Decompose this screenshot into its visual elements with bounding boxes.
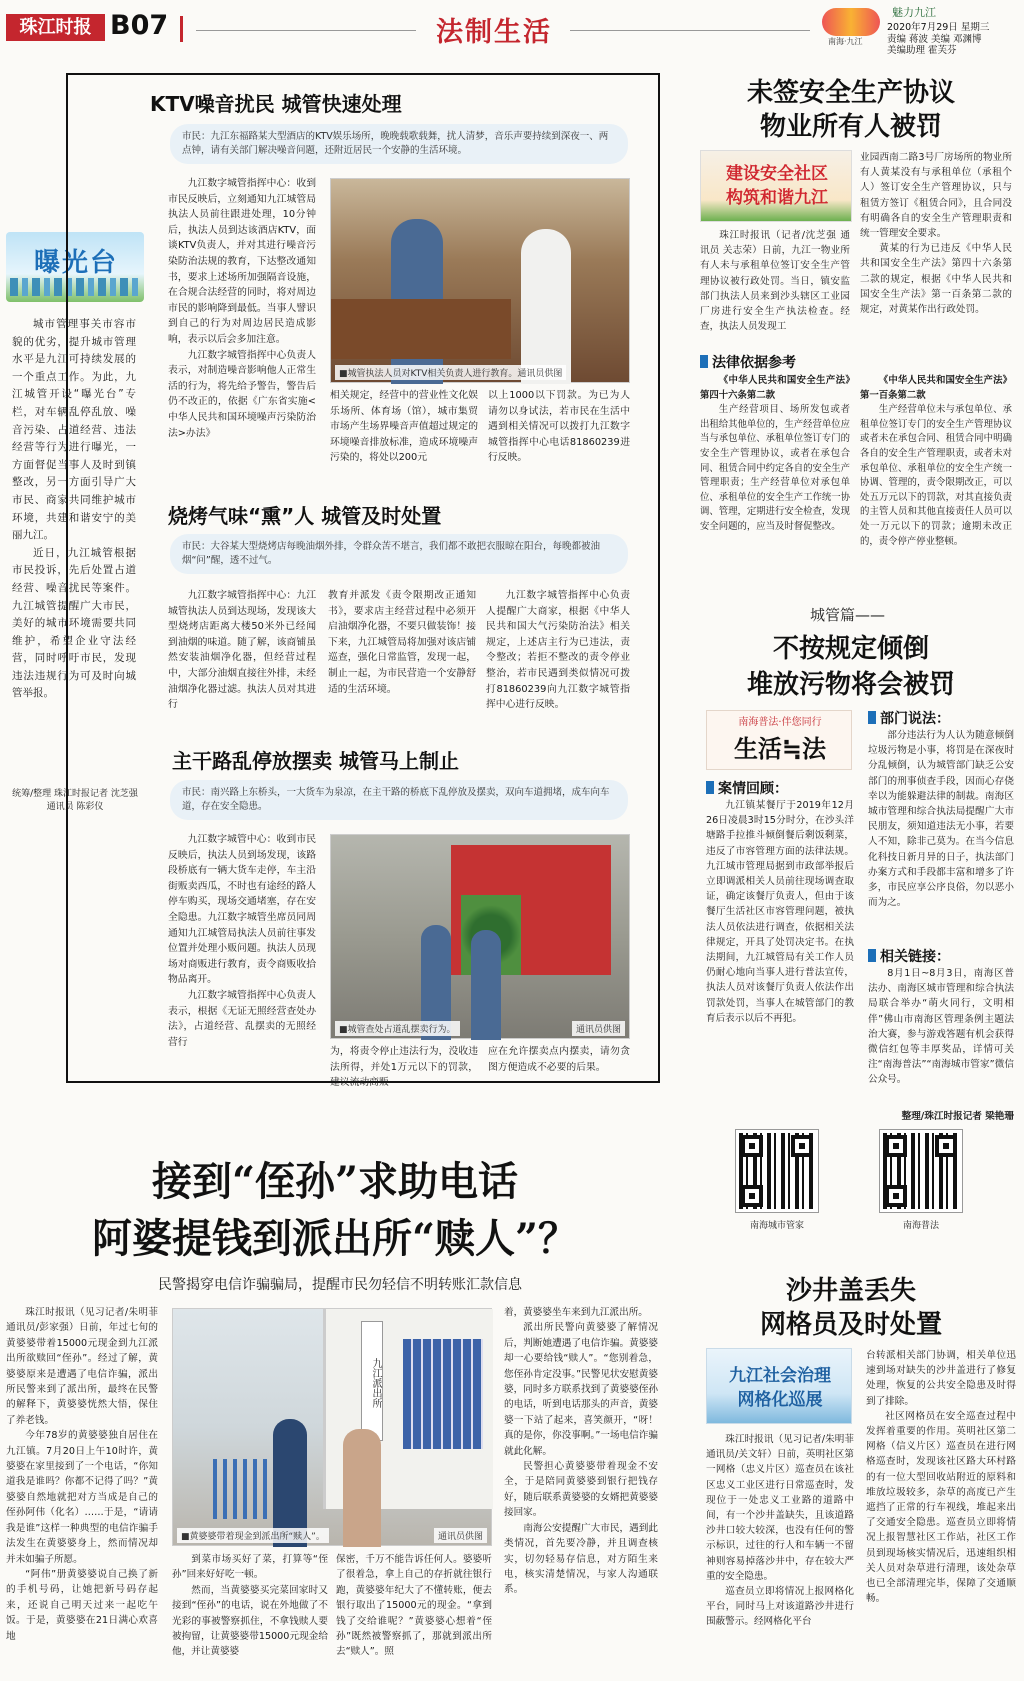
brand-mark-icon — [822, 8, 880, 36]
story3-lead: 市民：南兴路上东桥头，一大货车为泉凉，在主干路的桥底下乱停放及摆卖，双向车道拥堵，成车向车道，存在安全隐患。 — [170, 780, 628, 820]
story3-title: 主干路乱停放摆卖 城管马上制止 — [172, 749, 459, 773]
right1-banner-line2: 构筑和谐九江 — [726, 188, 828, 208]
story1-col1 — [168, 176, 316, 466]
grandma-figure — [343, 1429, 381, 1547]
story3-col1b-text: 九江数字城管指挥中心负责人表示，根据《无证无照经营查处办法》，占道经营、乱摆卖的无照经营行 — [168, 989, 316, 1048]
story1-lead: 市民：九江东福路某大型酒店的KTV娱乐场所，晚晚载歌载舞，扰人清梦，音乐声要持续到深夜一、两点钟，请有关部门解决噪音问题，还附近居民一个安静的生活环境。 — [170, 124, 628, 164]
right1-law1-text: 生产经营项目、场所发包或者出租给其他单位的，生产经营单位应当与承包单位、承租单位签订专门的安全生产管理协议，或者在承包合同、租赁合同中约定各自的安全生产管理职责；生产经营单位对承包单位、承租单位的安全生产工作统一协调、管理，定期进行安全检查，发现安全问题的，应当及时督促整改。 — [700, 404, 851, 532]
big-col4c-text: 民警担心黄婆婆带着现金不安全，于是陪同黄婆婆到银行把钱存好，随后联系黄婆婆的女婿把黄婆婆接回家。 — [504, 1461, 658, 1519]
masthead-divider — [180, 16, 183, 42]
right2-case-paragraph: 九江镇某餐厅于2019年12月26日凌晨3时15分时分，在沙头洋塘路手拉推斗倾倒餐后剩饭剩菜，违反了市容管理方面的法律法规。九江城市管理局据到市政部举报后立即调派相关人员前往现场调查取证，确定该餐厅负责人，但由于该餐厅生活社区市容管理问题，被执法人员依法进行调查，依据相关法律规定，开具了处罚决定书。在执法期间，九江城管局有关工作人员仍耐心地向当事人进行普法宣传，执法人员对该餐厅负责人依法作出罚款处罚，当事人在城管部门的教育后表示以后不再犯。 — [706, 800, 854, 1024]
right2-dept-tag: 部门说法： — [868, 708, 950, 728]
brand-name: 魅力九江 — [892, 6, 936, 19]
story1-col1b-text: 九江数字城管指挥中心负责人表示，对制造噪音影响他人正常生活的行为，将先给予警告，警告后仍不改正的，依据《广东省实施<中华人民共和国环境噪声污染防治法>办法》 — [168, 349, 316, 439]
section-rule-right — [570, 30, 810, 31]
story2-col1 — [168, 588, 316, 711]
story2-title: 烧烤气味“熏”人 城管及时处置 — [168, 504, 442, 528]
paper-logo: 珠江时报 — [6, 14, 105, 41]
story1-photo-caption: ■城管执法人员对KTV相关负责人进行教育。通讯员供图 — [335, 365, 566, 380]
right3-left-paragraph-2: 巡查员立即将情况上报网格化平台，同时马上对该道路沙井进行围蔽警示。经网格化平台 — [706, 1586, 854, 1628]
big-col4-text: 着，黄婆婆坐车来到九江派出所。 — [504, 1307, 648, 1318]
story1-col2: 相关规定，经营中的营业性文化娱乐场所、体育场（馆），城市集贸市场产生场界噪音声值超过规定的环境噪音排放标准，造成环境噪声污染的，将处以200元 — [330, 390, 478, 464]
story1-col1-text: 九江数字城管指挥中心：收到市民反映后，立刻通知九江城管局执法人员前往跟进处理，10分钟后，执法人员到达该酒店KTV，面谈KTV负责人，并对其进行噪音污染防治法规的教育，下达整改通知书，要求上述场所加强隔音设施，在合规合法经营的同时，将对周边市民的影响降到最低。当事人譬识到自己的行为对周边居民造成影响，表示以后会多加注意。 — [168, 178, 316, 345]
right3-right-paragraph-2: 社区网格员在安全巡查过程中发挥着重要的作用。英明社区第二网格（信义片区）巡查员在进行网格巡查时，发现该社区路大环村路的有一位大型回收站附近的原料和堆放垃圾较多，杂草的高度已产生遮挡了正常的行车视线，堆起来出了交通安全隐患。巡查员立即将情况上报智慧社区工作站，社区工作员到现场核实情况后，迅速组织相关人员对杂草进行清理，该处杂草也已全部清理完毕，保障了交通顺畅。 — [866, 1410, 1016, 1605]
citizen-figure — [521, 229, 571, 384]
right3-title-line1: 沙井盖丢失 — [785, 1276, 916, 1306]
big-photo — [172, 1308, 492, 1546]
story3-col3: 应在允许摆卖点内摆卖，请勿贪图方便造成不必要的后果。 — [488, 1046, 630, 1073]
counter-shape — [331, 299, 511, 359]
story3-col2: 为，将责令停止违法行为，没收违法所得，并处1万元以下的罚款，建议流动商贩 — [330, 1046, 478, 1089]
right2-banner — [706, 710, 852, 770]
story2-col2: 教育并派发《责令限期改正通知书》，要求店主经营过程中必须开启油烟净化器，不要只做装饰！接下来，九江城管局将加强对该店铺巡查，强化日常监管，发现一起，制止一起，为市民营造一个安静舒适的生活环境。 — [328, 590, 476, 695]
date-line: 2020年7月29日 星期三 — [887, 22, 990, 33]
qr2-corner-tr — [935, 1135, 957, 1157]
big-title-line2: 阿婆提钱到派出所“赎人”？ — [91, 1215, 578, 1262]
right1-title-line2: 物业所有人被罚 — [759, 112, 942, 142]
right2-banner-top: 南海普法·伴您同行 — [738, 717, 822, 728]
section-title: 法制生活 — [436, 17, 552, 48]
story3-photo-credit: 通讯员供图 — [572, 1021, 625, 1036]
qr2-corner-tl — [885, 1135, 907, 1157]
story2-lead: 市民：大谷某大型烧烤店每晚油烟外排，令群众苦不堪言，我们都不敢把衣服晾在阳台，每晚都被油烟“问”醒，透不过气。 — [170, 534, 628, 574]
right3-right-text — [866, 1348, 1016, 1680]
big-subtitle: 民警揭穿电信诈骗骗局，提醒市民勿轻信不明转账汇款信息 — [158, 1277, 522, 1293]
qr1-corner-tr — [791, 1135, 813, 1157]
qr-code-nanhai-law[interactable] — [880, 1130, 962, 1212]
right1-title-line1: 未签安全生产协议 — [746, 78, 955, 108]
right1-law2-text: 生产经营单位未与承包单位、承租单位签订专门的安全生产管理协议或者未在承包合同、租赁合同中明确各自的安全生产管理职责，或者未对承包单位、承租单位的安全生产统一协调、管理的，责令限期改正，可以处五万元以下的罚款，对其直接负责的主管人员和其他直接责任人员可以处一万元以下的罚款；逾期未改正的，责令停产停业整顿。 — [860, 404, 1012, 547]
big-col1-text: 珠江时报讯（见习记者/朱明菲 通讯员/彭家强）日前，年过七旬的黄婆婆带着15000元现金到九江派出所欲赎回“侄孙”。经过了解，黄婆婆原来是遭遇了电信诈骗，派出所民警来到了派出所，最终在民警的解释下，黄婆婆恍然大悟，保住了养老钱。 — [6, 1307, 158, 1426]
big-photo-credit: 通讯员供图 — [434, 1528, 487, 1543]
right2-title-line1: 不按规定倾倒 — [772, 634, 929, 664]
right1-right-paragraph: 业园西南二路3号厂房场所的物业所有人黄某没有与承租单位（承租个人）签订安全生产管理协议，只与租赁方签订《租赁合同》，且合同没有明确各自的安全生产管理职责和统一管理安全要求。 — [860, 152, 1012, 240]
right1-left-text — [700, 228, 850, 344]
right1-right-paragraph-2: 黄某的行为已违反《中华人民共和国安全生产法》第四十六条第二款的规定，根据《中华人民共和国安全生产法》第一百条第二款的规定，对黄某作出行政处罚。 — [860, 243, 1012, 316]
masthead — [0, 0, 1024, 56]
brand-sub: 南海·九江 — [828, 37, 863, 46]
big-col4b-text: 派出所民警向黄婆婆了解情况后，判断她遭遇了电信诈骗。黄婆婆却一心要给钱“赎人”。“您别着急，您侄孙肯定没事。”民警见状安慰黄婆婆，同时多方联系找到了黄婆婆侄孙的电话，听到电话那头的声音，黄婆婆一下站了起来，喜笑颜开，“呀！真的是你，你没事啊。”一场电信诈骗就此化解。 — [504, 1322, 658, 1457]
story3-photo-caption: ■城管查处占道乱摆卖行为。 — [335, 1021, 460, 1036]
right1-right-text — [860, 150, 1012, 344]
right1-banner — [700, 150, 852, 222]
qr1-corner-bl — [741, 1185, 763, 1207]
big-col1c-text: “阿伟”册黄婆婆说自己换了新的手机号码，让她把新号码存起来，还说自己明天过来一起吃午饭。于是，黄婆婆在21日满心欢喜地 — [6, 1568, 158, 1642]
right2-link-tag: 相关链接： — [868, 946, 950, 966]
story1-photo — [330, 178, 630, 383]
big-col1 — [6, 1305, 158, 1681]
building-sign: 九江派出所 — [361, 1321, 383, 1441]
story2-col3 — [486, 588, 630, 711]
big-col4d-text: 南海公安提醒广大市民，遇到此类情况，首先要冷静，并且调查核实，切勿轻易存信息，对方陌生来电，核实清楚情况，与家人沟通联系。 — [504, 1522, 658, 1596]
story1-title: KTV噪音扰民 城管快速处理 — [150, 92, 402, 116]
big-col2-text: 到菜市场买好了菜，打算等“侄孙”回来好好吃一顿。 — [172, 1554, 328, 1581]
right2-title-line2: 堆放污物将会被罚 — [746, 670, 955, 700]
right1-law1-title: 《中华人民共和国安全生产法》第四十六条第二款 — [700, 375, 850, 401]
right1-law-tag: 法律依据参考 — [700, 352, 796, 372]
editor-line-2: 美编助理 霍芙芬 — [887, 45, 957, 56]
right3-title-line2: 网格员及时处置 — [759, 1310, 942, 1340]
blue-window-grid — [403, 1339, 483, 1449]
story3-col1 — [168, 832, 316, 1092]
right1-banner-line1: 建设安全社区 — [726, 164, 828, 184]
qr2-label: 南海普法 — [902, 1221, 939, 1231]
right1-law2 — [860, 374, 1012, 584]
right1-left-paragraph: 珠江时报讯（记者/沈芝强 通讯员 关志荣）日前，九江一物业所有人未与承租单位签订安全生产管理协议被行政处罚。当日，镇安监部门执法人员来到沙头辖区工业园厂房进行安全生产执法检查。经查，执法人员发现工 — [700, 230, 850, 333]
exposure-paragraph-2: 近日，九江城管根据市民投诉，先后处置占道经营、噪音扰民等案件。九江城管提醒广大市民，美好的城市环境需要共同维护，希望企业守法经营，同时呼吁市民，发现违法违规行为可及时向城管举报。 — [12, 546, 136, 700]
qr1-corner-tl — [741, 1135, 763, 1157]
blue-railing — [213, 1459, 273, 1519]
story1-col3: 以上1000以下罚款。为已为人请勿以身试法，若市民在生活中遇到相关情况可以拨打九江数字城管指挥中心电话81860239进行反映。 — [488, 390, 630, 464]
right2-link-text — [868, 966, 1014, 1102]
story3-photo — [330, 834, 630, 1039]
right3-banner-line2: 网格化巡展 — [737, 1390, 823, 1410]
right1-law2-title: 《中华人民共和国安全生产法》第一百条第二款 — [860, 375, 1012, 401]
exposure-credit: 统筹/整理 珠江时报记者 沈芝强 通讯员 陈彩仪 — [12, 789, 138, 812]
qr2-corner-bl — [885, 1185, 907, 1207]
right2-kicker: 城管篇—— — [810, 606, 886, 624]
story2-col3-text: 九江数字城管指挥中心负责人提醒广大商家，根据《中华人民共和国大气污染防治法》相关规定，上述店主行为已违法，责令整改；若拒不整改的责令停业整治，若市民遇到类似情况可拨打81860239向九江数字城管指挥中心进行反映。 — [486, 590, 630, 711]
brand-logo — [822, 8, 884, 48]
right2-credit: 整理/珠江时报记者 梁艳珊 — [901, 1111, 1014, 1122]
story3-col1-text: 九江数字城管中心：收到市民反映后，执法人员到场发现，该路段桥底有一辆大货车走停，车主沿街贩卖西瓜，不时也有途经的路人停车购买，现场交通堵塞，存在安全隐患。九江数字城管坐席员同周通知九江城管局执法人员前往事发位置并处理小贩问题。执法人员现场对商贩进行教育，责令商贩收拾物品离开。 — [168, 834, 316, 986]
section-rule-left — [196, 30, 416, 31]
right2-dept-paragraph: 部分违法行为人认为随意倾倒垃圾污物是小事，将罚是在深夜时分乱倾倒，认为城管部门缺乏公安部门的刑事侦查手段，因而心存侥幸以为能躲避法律的制裁。南海区城市管理和综合执法局提醒广大市民朋友，须知道违法无小事，若要人不知，除非己莫为。在当今信息化科技日新月异的日子，执法部门办案方式和手段都丰富和增多了许多，市民应享公序良俗，勿以恶小而为之。 — [868, 730, 1014, 909]
right3-right-paragraph: 台转派相关部门协调，相关单位迅速到场对缺失的沙井盖进行了修复处理，恢复的公共安全隐患及时得到了排除。 — [866, 1350, 1016, 1407]
right2-dept-text — [868, 728, 1014, 942]
editor-line-1: 责编 蒋波 美编 邓渊博 — [887, 34, 982, 45]
page-number: B07 — [110, 10, 169, 41]
right3-banner — [706, 1348, 852, 1424]
big-col2 — [172, 1552, 328, 1680]
officer-figure-3 — [471, 930, 501, 1040]
big-col4 — [504, 1305, 658, 1681]
big-col1b-text: 今年78岁的黄婆婆独自居住在九江镇。7月20日上午10时许，黄婆婆在家里接到了一个电话，“你知道我是谁吗？你都不记得了吗？”黄婆婆自然地就把对方当成是自己的侄孙阿伟（化名）……于是，“请请我是谁”这样一种典型的电信诈骗手法发生在黄婆婆身上，然而情况却并未如骗子所愿。 — [6, 1430, 158, 1565]
big-col3: 保密，千万不能告诉任何人。婆婆听了很着急，拿上自己的存折就往银行跑，黄婆婆年纪大了不懂转账，便去银行取出了15000元的现金。“拿到钱了交给谁呢？”黄婆婆心想着“侄孙”既然被警察抓了，那就到派出所去“赎人”。照 — [336, 1554, 492, 1658]
story2-col1-text: 九江数字城管指挥中心：九江城管执法人员到达现场，发现该大型烧烤店距离大楼50米外已经闻到油烟的味道。随了解，该商铺虽然安装油烟净化器，但经营过程中，大部分油烟直接往外排，未经油烟净化器过滤。执法人员对其进行 — [168, 590, 316, 711]
right2-case-text — [706, 798, 854, 1110]
exposure-paragraph-1: 城市管理事关市容市貌的优劣，提升城市管理水平是九江可持续发展的一个重点工作。为此，九江城管开设“曝光台”专栏，对车辆乱停乱放、噪音污染、占道经营、违法经营等行为进行曝光，一方面督促当事人及时到镇整改，另一方面引导广大市民、商家共同维护城市环境，共建和谐安宁的美丽九江。 — [12, 318, 136, 542]
right2-link-paragraph: 8月1日~8月3日，南海区普法办、南海区城市管理和综合执法局联合举办“萌火同行，文明相伴”佛山市南海区管理条例主题法治大赛，参与游戏答题有机会获得微信红包等丰厚奖品，详情可关注“南海普法”“南海城市管家”微信公众号。 — [868, 968, 1014, 1086]
qr-code-city-steward[interactable] — [736, 1130, 818, 1212]
right3-banner-line1: 九江社会治理 — [729, 1366, 831, 1386]
exposure-badge-label: 曝光台 — [34, 248, 119, 278]
right3-left-text — [706, 1432, 854, 1680]
right3-left-paragraph: 珠江时报讯（见习记者/朱明菲 通讯员/关文轩）日前，英明社区第一网格（忠义片区）巡查员在该社区忠义工业区进行日常巡查时，发现位于一处忠义工业路的道路中间，有一个沙井盖缺失，且该道路沙井口较大较深，也没有任何的警示标识，过往的行人和车辆一不留神则容易掉落沙井中，存在较大严重的安全隐患。 — [706, 1434, 854, 1582]
right2-case-tag: 案情回顾： — [706, 778, 788, 798]
right1-law1 — [700, 374, 850, 584]
right2-banner-main: 生活≒法 — [733, 735, 827, 763]
qr1-label: 南海城市管家 — [749, 1221, 804, 1231]
big-col2b-text: 然而，当黄婆婆买完菜回家时又接到“侄孙”的电话，说在外地做了不光彩的事被警察抓住，不拿钱赎人要被拘留，让黄婆婆带15000元现金给他，并让黄婆婆 — [172, 1584, 328, 1658]
big-photo-caption: ■黄婆婆带着现金到派出所“赎人”。 — [177, 1528, 329, 1543]
big-title-line1: 接到“侄孙”求助电话 — [151, 1158, 518, 1205]
